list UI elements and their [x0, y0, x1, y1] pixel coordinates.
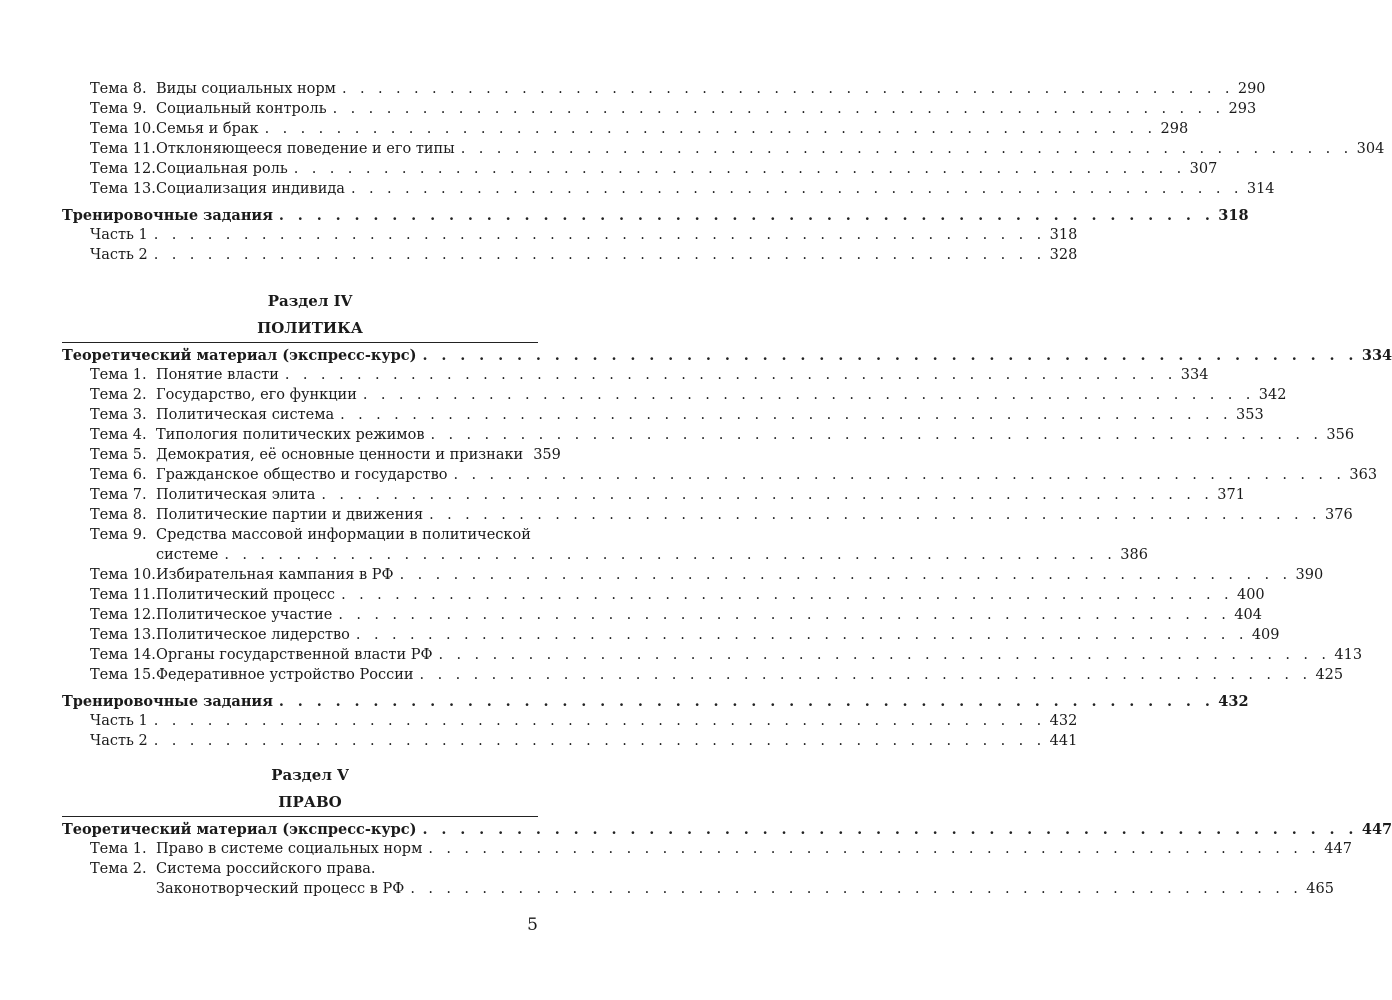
dot-leader: . . . . . . . . . . . . . . . . . . . . . . . . . . . . . . . . . . . . . . . . . . . . . . . . . .	[341, 587, 1233, 603]
topic-number: Тема 14.	[90, 647, 156, 663]
dot-leader: . . . . . . . . . . . . . . . . . . . . . . . . . . . . . . . . . . . . . . . . . . . . . . . . . .	[355, 627, 1248, 643]
toc-entry-part[interactable]	[90, 246, 1078, 265]
toc-entry[interactable]	[90, 100, 1257, 119]
topic-number: Тема 12.	[90, 161, 156, 177]
page-number: 359	[533, 447, 561, 463]
dot-leader: . . . . . . . . . . . . . . . . . . . . . . . . . . . . . . . . . . . . . . . . . . . . . . . . . .	[350, 181, 1243, 197]
page-number: 353	[1236, 407, 1264, 423]
toc-entry[interactable]	[90, 386, 1287, 405]
toc-entry[interactable]	[90, 80, 1266, 99]
topic-title: Политическая элита	[156, 487, 316, 503]
page-number: 298	[1160, 121, 1189, 137]
toc-entry[interactable]	[90, 860, 538, 879]
toc-entry[interactable]	[90, 666, 1344, 685]
dot-leader: . . . . . . . . . . . . . . . . . . . . . . . . . . . . . . . . . . . . . . . . . . . . . . . . . .	[438, 647, 1331, 663]
dot-leader: . . . . . . . . . . . . . . . . . . . . . . . . . . . . . . . . . . . . . . . . . . . . . . . . . .	[341, 81, 1234, 97]
toc-entry[interactable]	[90, 140, 1385, 159]
topic-number: Тема 7.	[90, 487, 147, 503]
toc-entry-continuation[interactable]	[156, 880, 1334, 899]
toc-entry[interactable]	[90, 366, 1209, 385]
topic-title: Семья и брак	[156, 121, 259, 137]
dot-leader: . . . . . . . . . . . . . . . . . . . . . . . . . . . . . . . . . . . . . . . . . . . . . . . . . .	[340, 407, 1233, 423]
topic-number: Тема 9.	[90, 527, 147, 543]
page-number: 314	[1246, 181, 1275, 197]
topic-title: Избирательная кампания в РФ	[156, 567, 394, 583]
topic-title: Политическое участие	[156, 607, 333, 623]
page-number: 413	[1334, 647, 1363, 663]
page-number: 390	[1295, 567, 1324, 583]
toc-entry[interactable]	[90, 486, 1245, 505]
topic-number: Тема 3.	[90, 407, 147, 423]
topic-title: Политический процесс	[156, 587, 336, 603]
dot-leader: . . . . . . . . . . . . . . . . . . . . . . . . . . . . . . . . . . . . . . . . . . . . . . . . . .	[264, 121, 1157, 137]
page-number: 334	[1180, 367, 1209, 383]
topic-number: Тема 2.	[90, 387, 147, 403]
toc-entry[interactable]	[90, 566, 1324, 585]
topic-title: Типология политических режимов	[156, 427, 425, 443]
topic-number: Тема 12.	[90, 607, 156, 623]
dot-leader: . . . . . . . . . . . . . . . . . . . . . . . . . . . . . . . . . . . . . . . . . . . . . . . . . .	[284, 367, 1177, 383]
topic-number: Тема 5.	[90, 447, 147, 463]
toc-entry-part[interactable]	[90, 712, 1078, 731]
topic-title: Демократия, её основные ценности и признаки	[156, 447, 524, 463]
toc-entry[interactable]	[90, 160, 1218, 179]
topic-number: Тема 8.	[90, 507, 147, 523]
page-number: 342	[1258, 387, 1287, 403]
dot-leader: . . . . . . . . . . . . . . . . . . . . . . . . . . . . . . . . . . . . . . . . . . . . . . . . . .	[278, 207, 1215, 224]
topic-title: Политические партии и движения	[156, 507, 424, 523]
section-label: Раздел V	[271, 766, 349, 784]
section-name: ПОЛИТИКА	[257, 319, 363, 337]
page-number: 318	[1049, 227, 1078, 243]
topic-title-continuation: Законотворческий процесс в РФ	[156, 881, 405, 897]
part-title: Часть 1	[90, 713, 148, 729]
page-number: 447	[1324, 841, 1352, 857]
dot-leader: . . . . . . . . . . . . . . . . . . . . . . . . . . . . . . . . . . . . . . . . . . . . . . . . . .	[422, 347, 1358, 364]
topic-number: Тема 11.	[90, 587, 156, 603]
dot-leader: . . . . . . . . . . . . . . . . . . . . . . . . . . . . . . . . . . . . . . . . . . . . . . . . . .	[278, 693, 1215, 710]
dot-leader: . . . . . . . . . . . . . . . . . . . . . . . . . . . . . . . . . . . . . . . . . . . . . . . . . .	[224, 547, 1117, 563]
page-number: 400	[1236, 587, 1265, 603]
topic-title-continuation: системе	[156, 547, 219, 563]
toc-entry[interactable]	[90, 406, 1264, 425]
page-number: 409	[1251, 627, 1280, 643]
topic-title: Право в системе социальных норм	[156, 841, 423, 857]
dot-leader: . . . . . . . . . . . . . . . . . . . . . . . . . . . . . . . . . . . . . . . . . . . . . . . . . .	[362, 387, 1255, 403]
toc-entry[interactable]	[90, 506, 1353, 525]
dot-leader: . . . . . . . . . . . . . . . . . . . . . . . . . . . . . . . . . . . . . . . . . . . . . . . . . .	[453, 467, 1346, 483]
toc-entry[interactable]	[90, 586, 1265, 605]
topic-title: Система российского права.	[156, 861, 376, 877]
toc-entry[interactable]	[90, 426, 1355, 445]
theory-title: Теоретический материал (экспресс-курс)	[62, 821, 417, 838]
toc-entry-continuation[interactable]	[156, 546, 1148, 565]
theory-title: Теоретический материал (экспресс-курс)	[62, 347, 417, 364]
page-number: 356	[1326, 427, 1355, 443]
topic-title: Политическая система	[156, 407, 335, 423]
topic-title: Виды социальных норм	[156, 81, 336, 97]
page-number: 376	[1325, 507, 1353, 523]
toc-entry[interactable]	[90, 626, 1280, 645]
toc-entry[interactable]	[90, 526, 538, 545]
toc-entry[interactable]	[90, 180, 1275, 199]
dot-leader: . . . . . . . . . . . . . . . . . . . . . . . . . . . . . . . . . . . . . . . . . . . . . . . . . .	[332, 101, 1225, 117]
topic-title: Отклоняющееся поведение и его типы	[156, 141, 455, 157]
topic-number: Тема 15.	[90, 667, 156, 683]
part-title: Часть 2	[90, 247, 148, 263]
topic-number: Тема 9.	[90, 101, 147, 117]
page-number: 441	[1049, 733, 1078, 749]
topic-number: Тема 4.	[90, 427, 147, 443]
topic-title: Гражданское общество и государство	[156, 467, 448, 483]
dot-leader: . . . . . . . . . . . . . . . . . . . . . . . . . . . . . . . . . . . . . . . . . . . . . . . . . .	[419, 667, 1312, 683]
toc-entry-training[interactable]	[62, 206, 1249, 225]
topic-title: Средства массовой информации в политической	[156, 527, 531, 543]
page-number: 447	[1361, 821, 1392, 838]
dot-leader: . . . . . . . . . . . . . . . . . . . . . . . . . . . . . . . . . . . . . . . . . . . . . . . . . .	[153, 247, 1046, 263]
toc-entry-part[interactable]	[90, 732, 1078, 751]
part-title: Часть 2	[90, 733, 148, 749]
page-number: 290	[1237, 81, 1266, 97]
dot-leader: . . . . . . . . . . . . . . . . . . . . . . . . . . . . . . . . . . . . . . . . . . . . . . . . . .	[293, 161, 1186, 177]
dot-leader: . . . . . . . . . . . . . . . . . . . . . . . . . . . . . . . . . . . . . . . . . . . . . . . . . .	[399, 567, 1292, 583]
dot-leader: . . . . . . . . . . . . . . . . . . . . . . . . . . . . . . . . . . . . . . . . . . . . . . . . . .	[460, 141, 1353, 157]
training-title: Тренировочные задания	[62, 693, 273, 710]
topic-number: Тема 11.	[90, 141, 156, 157]
topic-number: Тема 13.	[90, 627, 156, 643]
training-title: Тренировочные задания	[62, 207, 273, 224]
dot-leader: . . . . . . . . . . . . . . . . . . . . . . . . . . . . . . . . . . . . . . . . . . . . . . . . . .	[430, 427, 1323, 443]
topic-number: Тема 1.	[90, 841, 147, 857]
dot-leader: . . . . . . . . . . . . . . . . . . . . . . . . . . . . . . . . . . . . . . . . . . . . . . . . . .	[428, 841, 1321, 857]
section-label: Раздел IV	[267, 292, 353, 310]
page-number: 371	[1217, 487, 1245, 503]
dot-leader: . . . . . . . . . . . . . . . . . . . . . . . . . . . . . . . . . . . . . . . . . . . . . . . . . .	[153, 713, 1046, 729]
toc-entry[interactable]	[90, 840, 1352, 859]
topic-number: Тема 2.	[90, 861, 147, 877]
page-number: 334	[1361, 347, 1392, 364]
topic-number: Тема 10.	[90, 567, 156, 583]
topic-title: Социализация индивида	[156, 181, 345, 197]
section-name: ПРАВО	[278, 793, 342, 811]
topic-title: Социальный контроль	[156, 101, 327, 117]
page-number: 432	[1049, 713, 1078, 729]
topic-title: Понятие власти	[156, 367, 279, 383]
topic-number: Тема 10.	[90, 121, 156, 137]
dot-leader: . . . . . . . . . . . . . . . . . . . . . . . . . . . . . . . . . . . . . . . . . . . . . . . . . .	[429, 507, 1322, 523]
toc-entry[interactable]	[90, 120, 1189, 139]
page-number: 404	[1234, 607, 1262, 623]
section-rule	[62, 342, 538, 343]
part-title: Часть 1	[90, 227, 148, 243]
page-number: 318	[1218, 207, 1249, 224]
toc-entry[interactable]	[90, 446, 561, 465]
page-number: 304	[1356, 141, 1385, 157]
topic-number: Тема 1.	[90, 367, 147, 383]
dot-leader: . . . . . . . . . . . . . . . . . . . . . . . . . . . . . . . . . . . . . . . . . . . . . . . . . .	[338, 607, 1231, 623]
topic-title: Политическое лидерство	[156, 627, 350, 643]
topic-title: Государство, его функции	[156, 387, 357, 403]
toc-entry[interactable]	[90, 466, 1378, 485]
toc-entry[interactable]	[90, 606, 1262, 625]
page-number: 465	[1306, 881, 1334, 897]
dot-leader: . . . . . . . . . . . . . . . . . . . . . . . . . . . . . . . . . . . . . . . . . . . . . . . . . .	[321, 487, 1214, 503]
page-number: 307	[1189, 161, 1218, 177]
page-number: 363	[1349, 467, 1378, 483]
topic-number: Тема 6.	[90, 467, 147, 483]
page-number: 425	[1315, 667, 1344, 683]
toc-entry-theory[interactable]	[62, 346, 1392, 365]
toc-entry[interactable]	[90, 646, 1363, 665]
dot-leader: . . . . . . . . . . . . . . . . . . . . . . . . . . . . . . . . . . . . . . . . . . . . . . . . . .	[410, 881, 1303, 897]
toc-entry-part[interactable]	[90, 226, 1078, 245]
topic-title: Социальная роль	[156, 161, 288, 177]
topic-title: Органы государственной власти РФ	[156, 647, 433, 663]
toc-entry-theory[interactable]	[62, 820, 1392, 839]
topic-number: Тема 13.	[90, 181, 156, 197]
folio-page-number: 5	[527, 915, 538, 935]
page-number: 432	[1218, 693, 1249, 710]
page-number: 293	[1228, 101, 1257, 117]
topic-number: Тема 8.	[90, 81, 147, 97]
dot-leader: . . . . . . . . . . . . . . . . . . . . . . . . . . . . . . . . . . . . . . . . . . . . . . . . . .	[153, 733, 1046, 749]
dot-leader: . . . . . . . . . . . . . . . . . . . . . . . . . . . . . . . . . . . . . . . . . . . . . . . . . .	[153, 227, 1046, 243]
dot-leader: . . . . . . . . . . . . . . . . . . . . . . . . . . . . . . . . . . . . . . . . . . . . . . . . . .	[422, 821, 1358, 838]
section-rule	[62, 816, 538, 817]
page-number: 328	[1049, 247, 1078, 263]
page-number: 386	[1120, 547, 1148, 563]
topic-title: Федеративное устройство России	[156, 667, 414, 683]
toc-entry-training[interactable]	[62, 692, 1249, 711]
